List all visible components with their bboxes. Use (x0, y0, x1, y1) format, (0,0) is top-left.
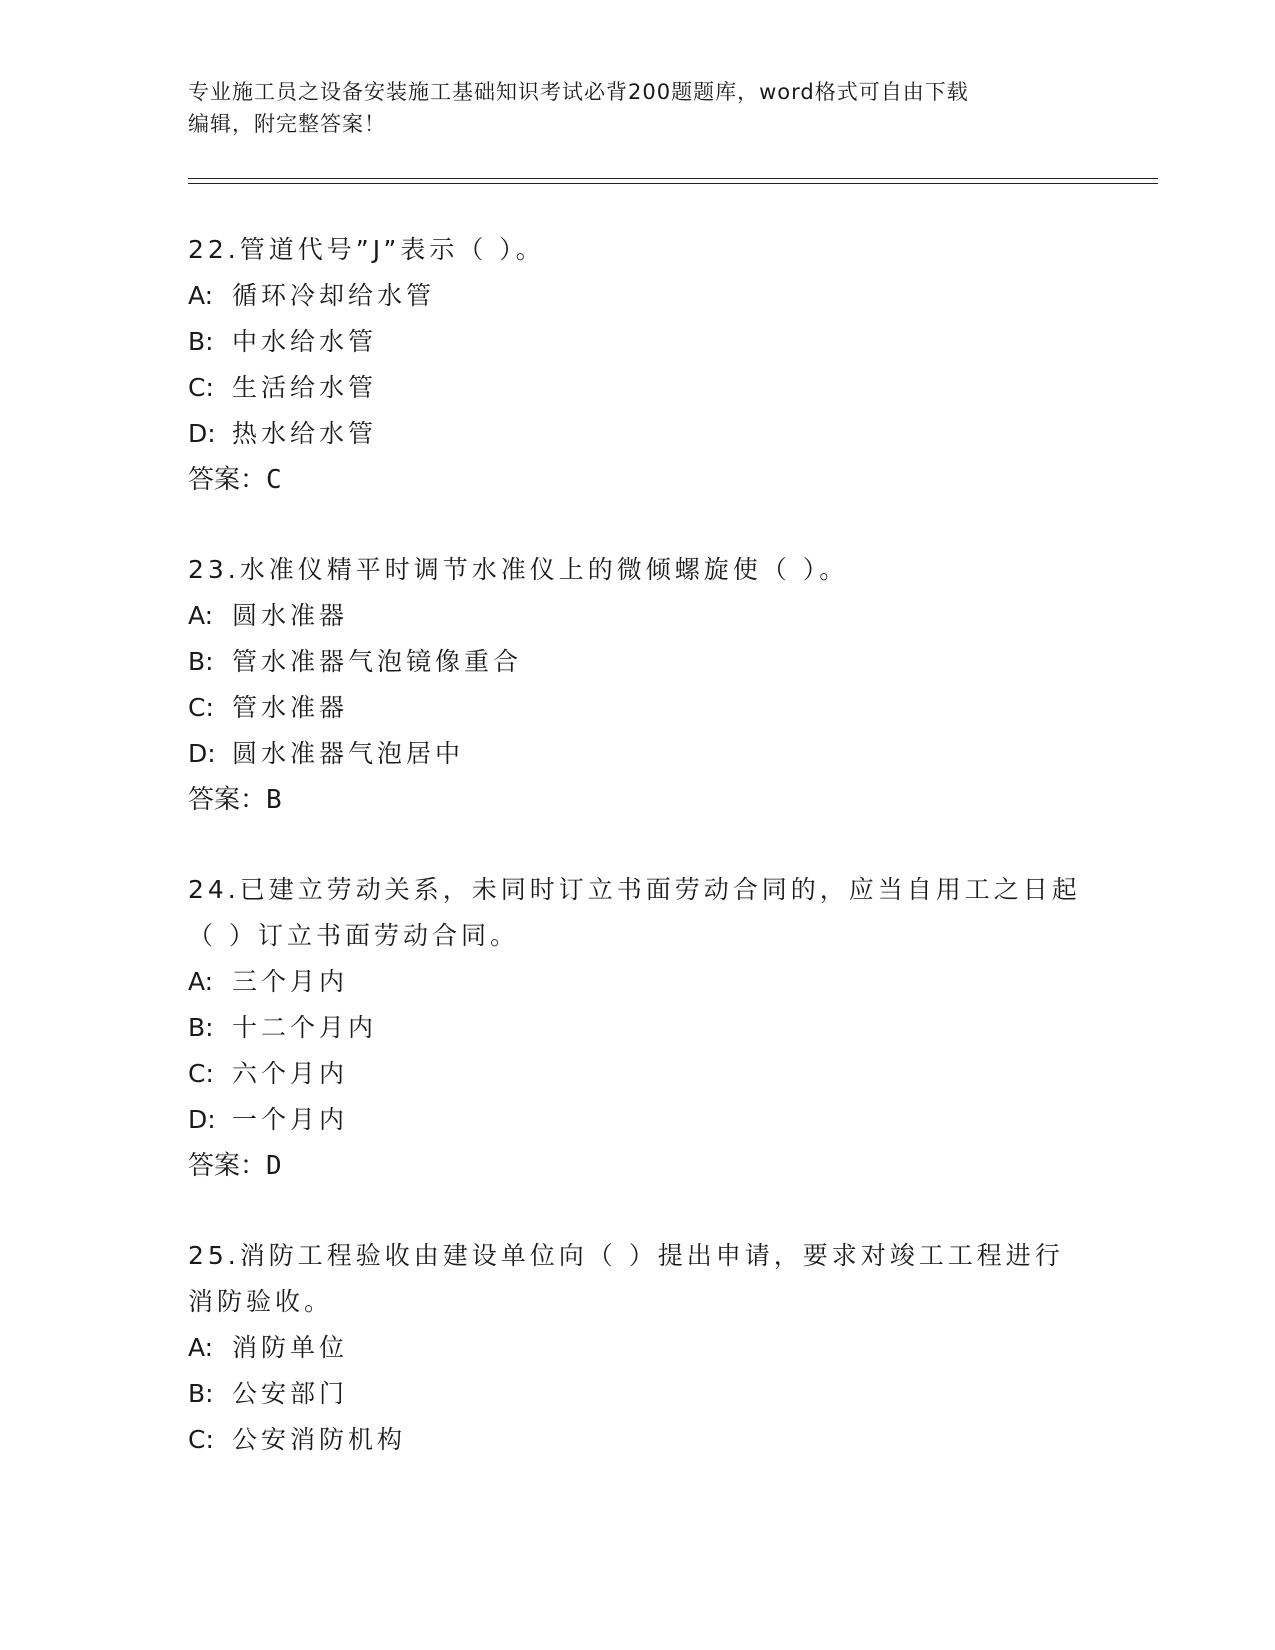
header-line-2: 编辑，附完整答案！ (188, 112, 386, 136)
question-23 (188, 547, 1088, 823)
question-stem: 25.消防工程验收由建设单位向（ ）提出申请，要求对竣工工程进行消防验收。 (188, 1241, 1064, 1316)
option-c (188, 365, 1088, 411)
answer-label: 答案： (188, 465, 267, 495)
option-letter: B: (188, 647, 214, 676)
option-d (188, 731, 1088, 777)
document-header (188, 76, 1088, 140)
option-text: 三个月内 (232, 967, 349, 996)
question-22 (188, 227, 1088, 503)
header-divider-top (188, 178, 1158, 179)
option-letter: B: (188, 327, 214, 356)
option-letter: C: (188, 373, 214, 402)
option-d (188, 1097, 1088, 1143)
option-letter: A: (188, 281, 214, 310)
option-letter: C: (188, 1425, 214, 1454)
option-text: 圆水准器气泡居中 (232, 739, 465, 768)
option-text: 十二个月内 (232, 1013, 378, 1042)
option-text: 圆水准器 (232, 601, 349, 630)
question-stem: 24.已建立劳动关系，未同时订立书面劳动合同的，应当自用工之日起（ ）订立书面劳动合同。 (188, 875, 1081, 950)
answer-line (188, 457, 1088, 503)
option-letter: D: (188, 739, 216, 768)
option-b (188, 319, 1088, 365)
option-b (188, 1371, 1088, 1417)
question-24 (188, 867, 1088, 1189)
answer-line (188, 1143, 1088, 1189)
option-b (188, 639, 1088, 685)
option-a (188, 273, 1088, 319)
option-c (188, 1417, 1088, 1463)
option-letter: D: (188, 419, 216, 448)
option-text: 循环冷却给水管 (232, 281, 436, 310)
option-text: 热水给水管 (232, 419, 378, 448)
option-c (188, 1051, 1088, 1097)
option-a (188, 959, 1088, 1005)
answer-value: B (266, 785, 282, 815)
option-letter: A: (188, 967, 214, 996)
answer-value: C (266, 465, 282, 495)
option-text: 消防单位 (232, 1333, 349, 1362)
option-text: 中水给水管 (232, 327, 378, 356)
option-text: 管水准器 (232, 693, 349, 722)
option-text: 公安部门 (232, 1379, 349, 1408)
option-a (188, 593, 1088, 639)
option-a (188, 1325, 1088, 1371)
answer-line (188, 777, 1088, 823)
answer-label: 答案： (188, 785, 267, 815)
option-text: 公安消防机构 (232, 1425, 407, 1454)
option-b (188, 1005, 1088, 1051)
option-text: 六个月内 (232, 1059, 349, 1088)
header-line-1: 专业施工员之设备安装施工基础知识考试必背200题题库，word格式可自由下载 (188, 80, 969, 104)
option-letter: A: (188, 601, 214, 630)
question-25 (188, 1233, 1088, 1463)
option-c (188, 685, 1088, 731)
question-stem: 22.管道代号”J”表示（ ）。 (188, 235, 545, 264)
option-d (188, 411, 1088, 457)
option-text: 一个月内 (232, 1105, 349, 1134)
option-letter: A: (188, 1333, 214, 1362)
option-text: 生活给水管 (232, 373, 378, 402)
header-divider-bottom (188, 183, 1158, 184)
option-text: 管水准器气泡镜像重合 (232, 647, 523, 676)
option-letter: B: (188, 1379, 214, 1408)
option-letter: C: (188, 1059, 214, 1088)
answer-value: D (266, 1151, 282, 1181)
question-stem: 23.水准仪精平时调节水准仪上的微倾螺旋使（ ）。 (188, 555, 849, 584)
option-letter: D: (188, 1105, 216, 1134)
answer-label: 答案： (188, 1151, 267, 1181)
option-letter: C: (188, 693, 214, 722)
option-letter: B: (188, 1013, 214, 1042)
